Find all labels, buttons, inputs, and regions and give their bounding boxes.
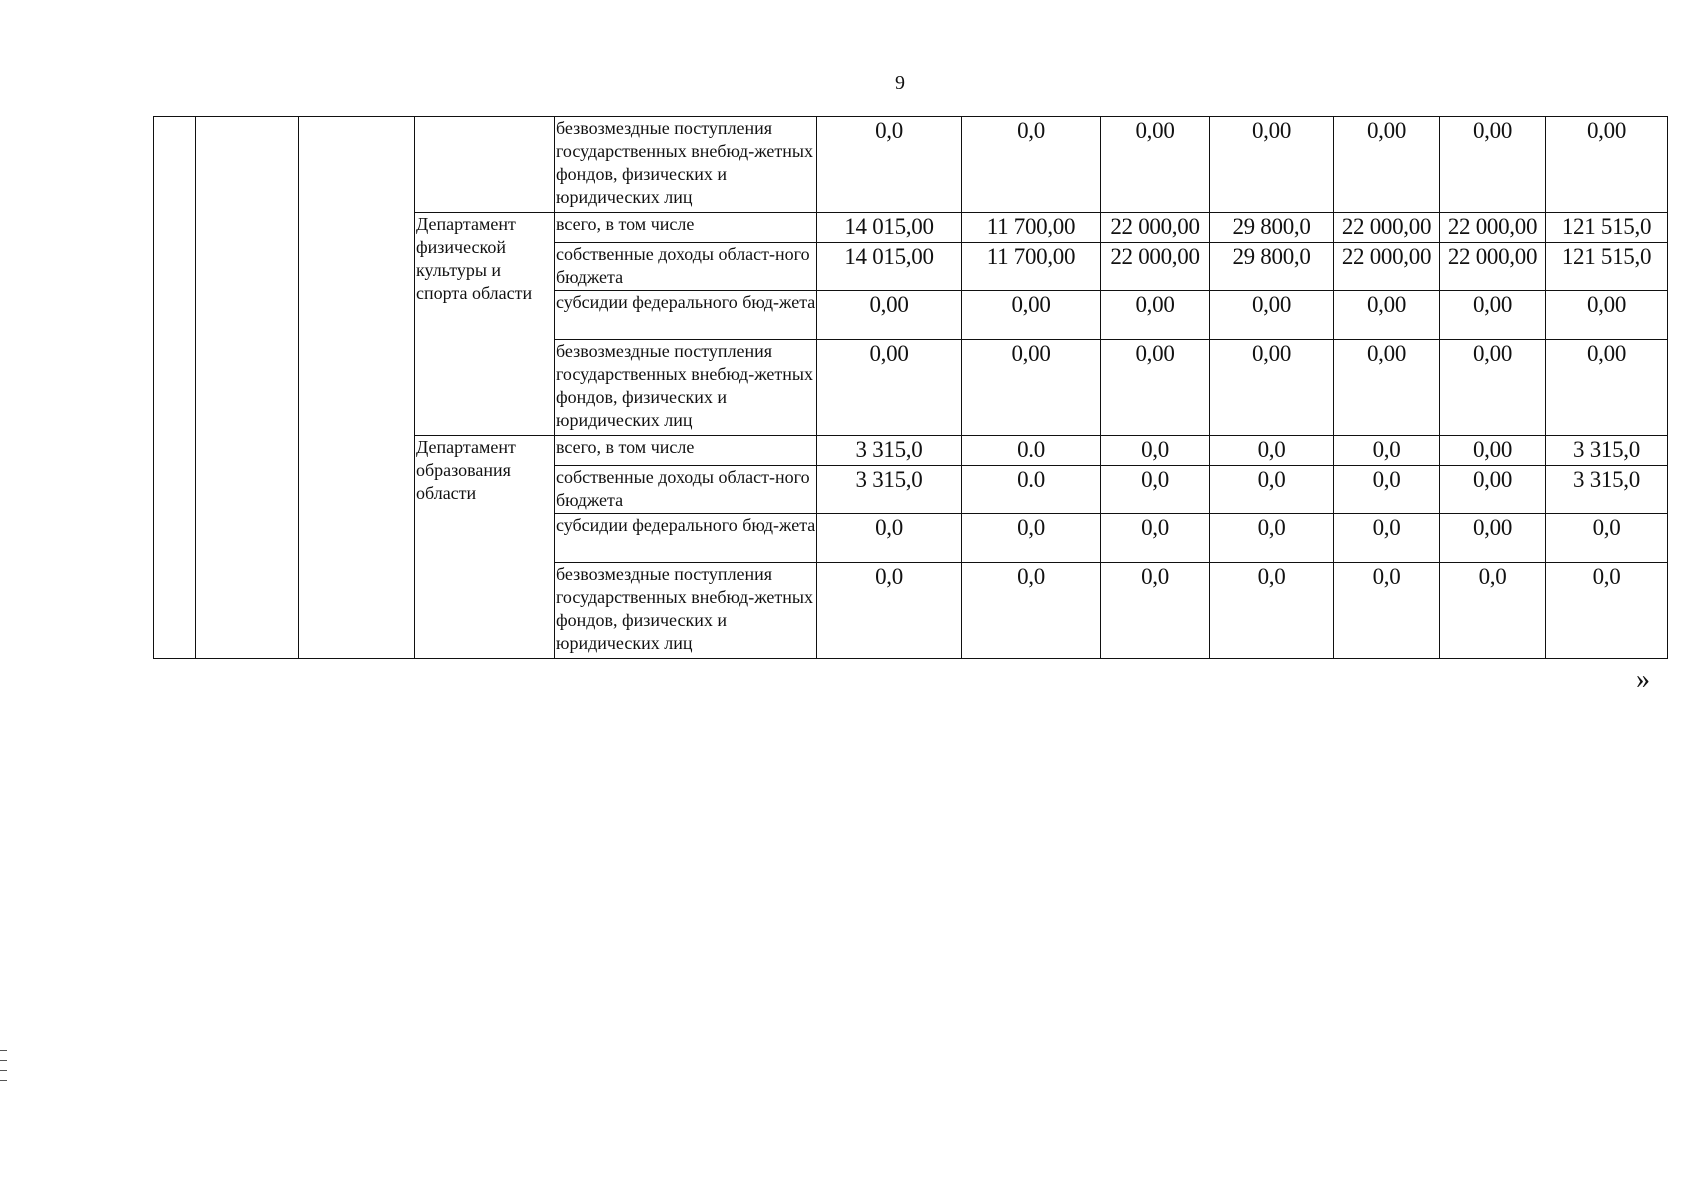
value-cell: 0,00	[1440, 466, 1546, 514]
value-cell: 0,00	[1334, 117, 1440, 213]
empty-column-2	[196, 117, 299, 659]
value-cell: 0,00	[1334, 340, 1440, 436]
margin-marks	[0, 1050, 8, 1090]
value-cell: 0,0	[1101, 466, 1210, 514]
table-row	[154, 117, 1668, 213]
value-cell: 121 515,0	[1546, 243, 1668, 291]
value-cell: 22 000,00	[1440, 243, 1546, 291]
value-cell: 0,0	[1546, 514, 1668, 563]
value-cell: 11 700,00	[962, 243, 1101, 291]
value-cell: 0,00	[962, 291, 1101, 340]
value-cell: 0,00	[1101, 117, 1210, 213]
value-cell: 0.0	[962, 436, 1101, 466]
value-cell: 0,0	[962, 563, 1101, 659]
value-cell: 0,00	[1440, 340, 1546, 436]
funding-source: собственные доходы област-ного бюджета	[555, 466, 817, 514]
funding-source: всего, в том числе	[555, 213, 817, 243]
value-cell: 3 315,0	[817, 436, 962, 466]
value-cell: 3 315,0	[1546, 466, 1668, 514]
budget-table	[153, 116, 1668, 659]
value-cell: 14 015,00	[817, 213, 962, 243]
value-cell: 0,00	[817, 340, 962, 436]
value-cell: 0,0	[1210, 436, 1334, 466]
value-cell: 0,00	[1440, 117, 1546, 213]
value-cell: 0,0	[1334, 466, 1440, 514]
value-cell: 22 000,00	[1334, 213, 1440, 243]
value-cell: 121 515,0	[1546, 213, 1668, 243]
value-cell: 0,0	[1101, 514, 1210, 563]
value-cell: 0,00	[962, 340, 1101, 436]
funding-source: безвозмездные поступления государственных внебюд-жетных фондов, физических и юридических лиц	[555, 117, 817, 213]
value-cell: 0,00	[1210, 117, 1334, 213]
value-cell: 0,00	[1440, 514, 1546, 563]
page-number: 9	[895, 72, 905, 94]
value-cell: 22 000,00	[1334, 243, 1440, 291]
value-cell: 29 800,0	[1210, 213, 1334, 243]
department-name: Департамент образования области	[415, 436, 555, 659]
value-cell: 0,0	[962, 117, 1101, 213]
value-cell: 0,00	[1440, 436, 1546, 466]
value-cell: 0,0	[1334, 436, 1440, 466]
value-cell: 0,00	[1101, 340, 1210, 436]
value-cell: 0,0	[1101, 563, 1210, 659]
value-cell: 0,0	[817, 117, 962, 213]
value-cell: 3 315,0	[1546, 436, 1668, 466]
value-cell: 0,00	[1101, 291, 1210, 340]
value-cell: 0,0	[962, 514, 1101, 563]
value-cell: 0,00	[1210, 340, 1334, 436]
department-cell-empty	[415, 117, 555, 213]
value-cell: 0,00	[817, 291, 962, 340]
value-cell: 14 015,00	[817, 243, 962, 291]
value-cell: 0,0	[1334, 514, 1440, 563]
funding-source: субсидии федерального бюд-жета	[555, 514, 817, 563]
value-cell: 0,0	[1101, 436, 1210, 466]
empty-column-1	[154, 117, 196, 659]
value-cell: 22 000,00	[1101, 213, 1210, 243]
value-cell: 0,0	[1334, 563, 1440, 659]
value-cell: 0,0	[817, 563, 962, 659]
funding-source: собственные доходы област-ного бюджета	[555, 243, 817, 291]
funding-source: субсидии федерального бюд-жета	[555, 291, 817, 340]
value-cell: 0,00	[1546, 291, 1668, 340]
funding-source: всего, в том числе	[555, 436, 817, 466]
value-cell: 0.0	[962, 466, 1101, 514]
funding-source: безвозмездные поступления государственных внебюд-жетных фондов, физических и юридических лиц	[555, 563, 817, 659]
closing-quote-mark: »	[1636, 664, 1650, 695]
value-cell: 0,0	[1210, 466, 1334, 514]
empty-column-3	[299, 117, 415, 659]
value-cell: 11 700,00	[962, 213, 1101, 243]
value-cell: 0,0	[817, 514, 962, 563]
value-cell: 22 000,00	[1101, 243, 1210, 291]
value-cell: 0,0	[1210, 514, 1334, 563]
value-cell: 0,00	[1210, 291, 1334, 340]
department-name: Департамент физической культуры и спорта области	[415, 213, 555, 436]
value-cell: 0,00	[1546, 117, 1668, 213]
value-cell: 0,0	[1440, 563, 1546, 659]
value-cell: 0,0	[1210, 563, 1334, 659]
value-cell: 29 800,0	[1210, 243, 1334, 291]
funding-source: безвозмездные поступления государственных внебюд-жетных фондов, физических и юридических лиц	[555, 340, 817, 436]
value-cell: 0,0	[1546, 563, 1668, 659]
value-cell: 0,00	[1334, 291, 1440, 340]
value-cell: 0,00	[1546, 340, 1668, 436]
value-cell: 0,00	[1440, 291, 1546, 340]
value-cell: 3 315,0	[817, 466, 962, 514]
value-cell: 22 000,00	[1440, 213, 1546, 243]
